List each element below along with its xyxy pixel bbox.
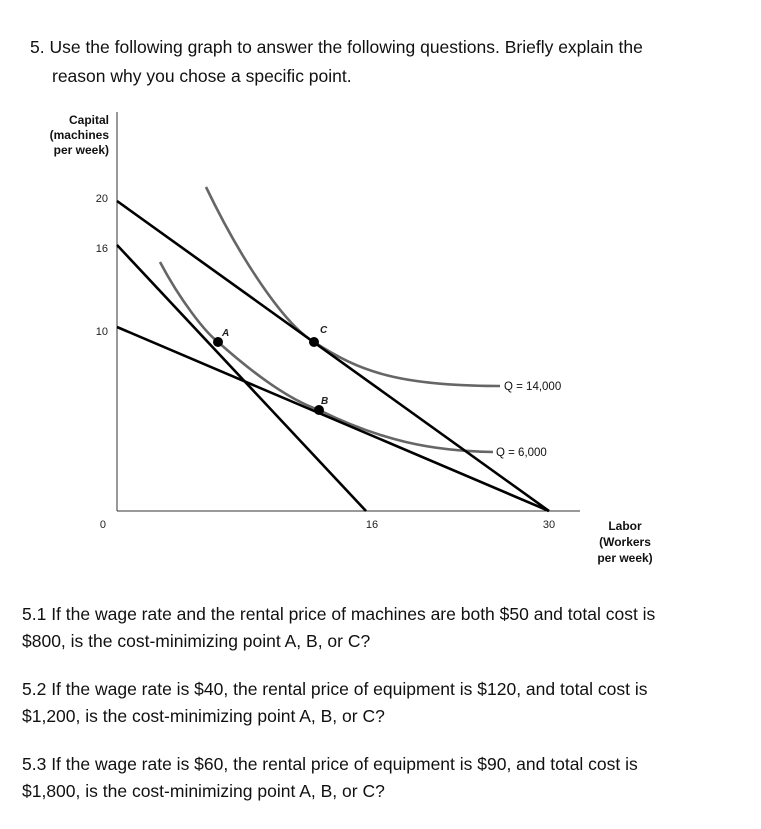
y-tick-20: 20: [95, 193, 108, 205]
point-c: [309, 337, 319, 347]
y-axis-label-line1: Capital: [68, 113, 109, 127]
x-axis-label-line2: (Workers: [599, 535, 651, 549]
subquestion-5-1-line2: $800, is the cost-minimizing point A, B, or C?: [22, 631, 371, 651]
y-tick-16: 16: [95, 243, 108, 255]
subquestion-5-2-line1: 5.2 If the wage rate is $40, the rental price of equipment is $120, and total cost is: [22, 679, 648, 699]
isoquant-14000-label: Q = 14,000: [504, 381, 562, 393]
point-a-label: A: [222, 328, 230, 339]
subquestion-5-3: [22, 751, 752, 805]
subquestion-5-1: [22, 601, 752, 655]
x-axis-label-line1: Labor: [608, 519, 642, 533]
point-c-label: C: [320, 325, 328, 336]
x-tick-16: 16: [365, 519, 379, 531]
point-b-label: B: [321, 396, 329, 407]
question-title-line2: reason why you chose a specific point.: [52, 66, 352, 86]
subquestion-5-2: [22, 676, 752, 730]
isoquant-6000: [160, 262, 493, 452]
isocost-line-16-16: [117, 245, 366, 511]
question-title: [30, 33, 750, 91]
isoquant-14000: [206, 187, 500, 386]
isoquant-isocost-graph: [0, 100, 761, 580]
y-axis-label-line2: (machines: [49, 128, 109, 142]
subquestion-5-3-line2: $1,800, is the cost-minimizing point A, B, or C?: [22, 781, 385, 801]
subquestion-5-3-line1: 5.3 If the wage rate is $60, the rental price of equipment is $90, and total cost is: [22, 754, 638, 774]
subquestion-5-2-line2: $1,200, is the cost-minimizing point A, B, or C?: [22, 706, 385, 726]
y-tick-10: 10: [95, 326, 108, 338]
subquestion-5-1-line1: 5.1 If the wage rate and the rental price of machines are both $50 and total cost is: [22, 604, 656, 624]
x-axis-label-line3: per week): [597, 551, 653, 565]
y-axis-label-line3: per week): [53, 143, 109, 157]
question-title-line1: 5. Use the following graph to answer the following questions. Briefly explain the: [30, 37, 643, 57]
x-tick-30: 30: [542, 519, 556, 531]
isoquant-6000-label: Q = 6,000: [496, 447, 547, 459]
y-tick-0: 0: [99, 519, 106, 531]
